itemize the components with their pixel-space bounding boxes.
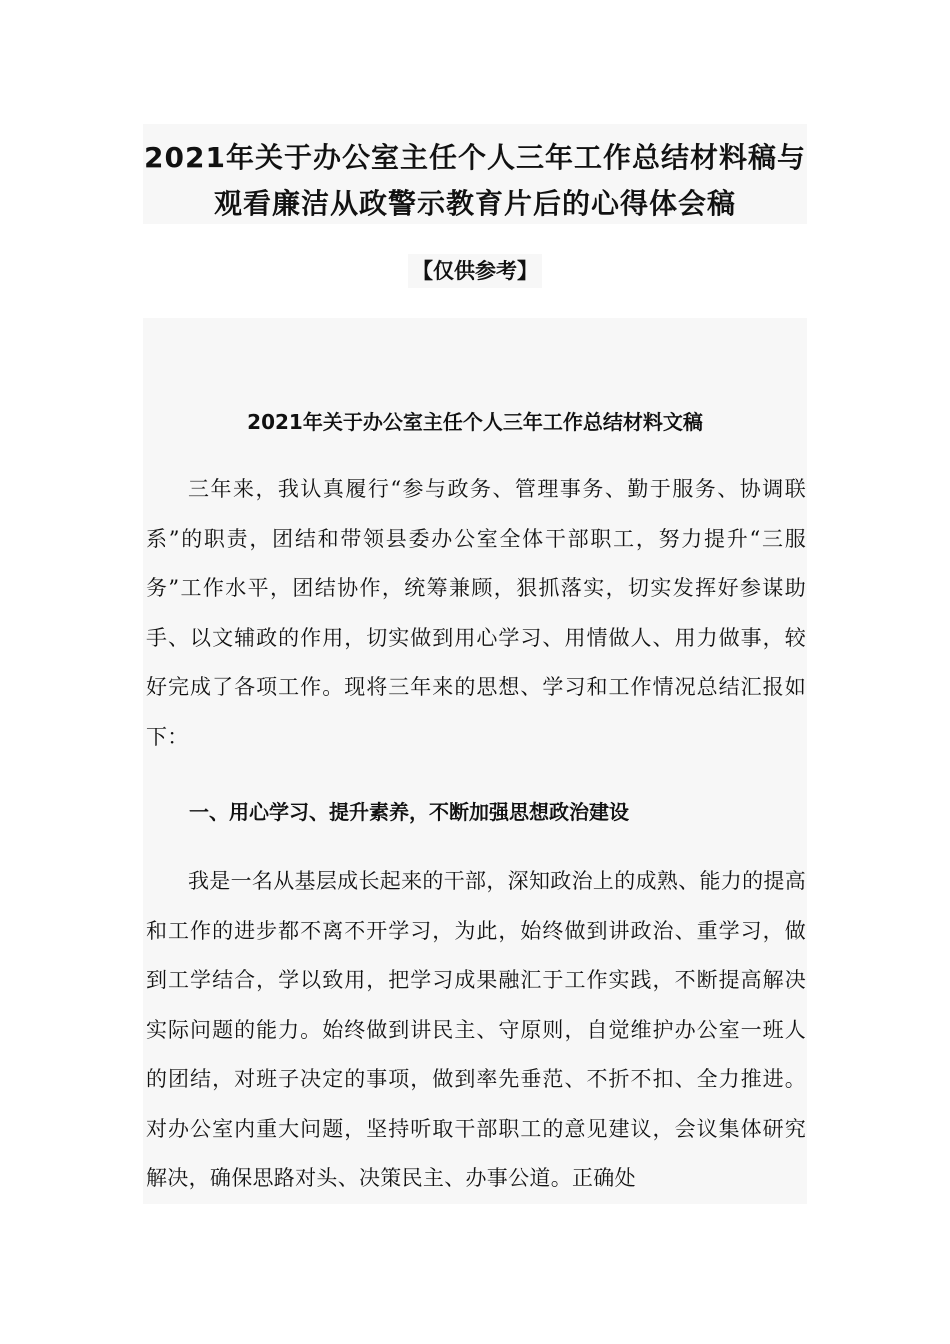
section-title: 2021年关于办公室主任个人三年工作总结材料文稿 bbox=[247, 410, 703, 434]
body-block bbox=[143, 318, 807, 1204]
document-title-line-2: 观看廉洁从政警示教育片后的心得体会稿 bbox=[213, 187, 736, 220]
document-title-line-1: 2021年关于办公室主任个人三年工作总结材料稿与 bbox=[144, 141, 806, 174]
paragraph-intro: 三年来，我认真履行“参与政务、管理事务、勤于服务、协调联系”的职责，团结和带领县委办公室全体干部职工，努力提升“三服务”工作水平，团结协作，统筹兼顾，狠抓落实，切实发挥好参谋助手、以文辅政的作用，切实做到用心学习、用情做人、用力做事，较好完成了各项工作。现将三年来的思想、学习和工作情况总结汇报如下： bbox=[146, 477, 806, 749]
heading-section-1: 一、用心学习、提升素养，不断加强思想政治建设 bbox=[189, 800, 629, 824]
title-block bbox=[143, 124, 807, 224]
reference-note: 【仅供参考】 bbox=[408, 254, 542, 288]
paragraph-section-1: 我是一名从基层成长起来的干部，深知政治上的成熟、能力的提高和工作的进步都不离不开学习，为此，始终做到讲政治、重学习，做到工学结合，学以致用，把学习成果融汇于工作实践，不断提高解决实际问题的能力。始终做到讲民主、守原则，自觉维护办公室一班人的团结，对班子决定的事项，做到率先垂范、不折不扣、全力推进。对办公室内重大问题，坚持听取干部职工的意见建议，会议集体研究解决，确保思路对头、决策民主、办事公道。正确处 bbox=[146, 869, 806, 1190]
